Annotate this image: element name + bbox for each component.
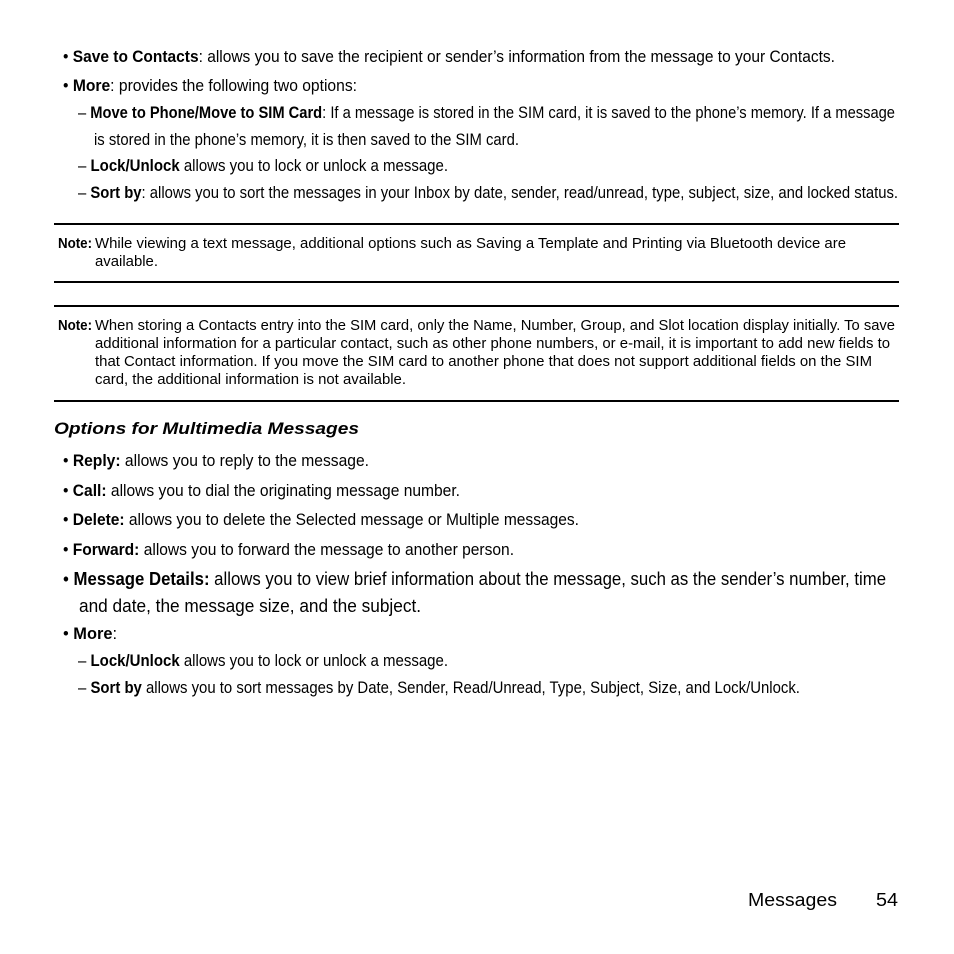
note-text-line: While viewing a text message, additional options such as Saving a Template and Printing via Bluetooth device are xyxy=(95,235,847,252)
desc-sort-by: : allows you to sort the messages in your Inbox by date, sender, read/unread, type, subject, size, and locked status. xyxy=(141,183,899,202)
list-item-message-details-cont xyxy=(79,595,436,617)
term-more: More xyxy=(72,76,111,95)
desc-lock-unlock: allows you to lock or unlock a message. xyxy=(179,156,449,175)
bullet: • xyxy=(63,451,69,470)
note-label: Note: xyxy=(58,235,93,252)
list-item-reply xyxy=(63,451,396,471)
list-item-message-details xyxy=(63,568,947,590)
desc-move-to-phone-cont: is stored in the phone’s memory, it is then saved to the SIM card. xyxy=(94,130,520,149)
dash: – xyxy=(78,678,87,697)
sub-item-sort-by xyxy=(78,678,901,698)
list-item-call xyxy=(63,481,496,501)
note-text-line: that Contact information. If you move the SIM card to another phone that does not support additional fields on the SIM xyxy=(95,353,872,370)
dash: – xyxy=(78,651,87,670)
bullet: • xyxy=(63,47,69,66)
page-number: 54 xyxy=(876,890,899,910)
dash: – xyxy=(78,183,87,202)
list-item-more xyxy=(63,76,383,96)
note-text-line: When storing a Contacts entry into the SIM card, only the Name, Number, Group, and Slot location display initially. To save xyxy=(95,317,896,334)
desc-delete: allows you to delete the Selected message or Multiple messages. xyxy=(124,510,579,529)
dash: – xyxy=(78,156,87,175)
section-heading: Options for Multimedia Messages xyxy=(54,419,359,438)
bullet: • xyxy=(63,510,69,529)
sub-item-move-to-phone-cont xyxy=(94,130,581,150)
desc-reply: allows you to reply to the message. xyxy=(120,451,370,470)
bullet: • xyxy=(63,624,69,643)
note-text-line: card, the additional information is not available. xyxy=(95,371,406,388)
note-bottom-rule xyxy=(54,400,899,402)
bullet: • xyxy=(63,76,69,95)
term-sort-by: Sort by xyxy=(90,183,142,202)
desc-message-details-cont: and date, the message size, and the subject. xyxy=(79,596,422,616)
term-save-to-contacts: Save to Contacts xyxy=(72,47,199,66)
list-item-forward xyxy=(63,540,556,560)
desc-save-to-contacts: : allows you to save the recipient or sender’s information from the message to your Contacts. xyxy=(198,47,835,66)
note-top-rule xyxy=(54,305,899,307)
desc-more: : provides the following two options: xyxy=(110,76,357,95)
desc-move-to-phone: : If a message is stored in the SIM card, it is saved to the phone’s memory. If a message xyxy=(322,103,895,122)
list-item-save-to-contacts xyxy=(63,47,909,67)
term-reply: Reply: xyxy=(72,451,121,470)
term-call: Call: xyxy=(72,481,107,500)
list-item-more xyxy=(63,624,119,644)
note-text-line: additional information for a particular contact, such as other phone numbers, or e-mail, it is important to add new fields to xyxy=(95,335,891,352)
sub-item-lock-unlock xyxy=(78,651,498,671)
note-bottom-rule xyxy=(54,281,899,283)
list-item-delete xyxy=(63,510,627,530)
footer-section-name: Messages xyxy=(748,890,837,910)
note-label: Note: xyxy=(58,317,93,334)
term-lock-unlock: Lock/Unlock xyxy=(90,156,180,175)
sub-item-lock-unlock xyxy=(78,156,498,176)
bullet: • xyxy=(63,481,69,500)
bullet: • xyxy=(63,540,69,559)
desc-lock-unlock: allows you to lock or unlock a message. xyxy=(179,651,449,670)
term-lock-unlock: Lock/Unlock xyxy=(90,651,180,670)
note-top-rule xyxy=(54,223,899,225)
dash: – xyxy=(78,103,87,122)
note-text-line: available. xyxy=(95,253,158,270)
term-message-details: Message Details: xyxy=(73,569,210,589)
desc-sort-by: allows you to sort messages by Date, Sender, Read/Unread, Type, Subject, Size, and Lock/Unlock. xyxy=(141,678,800,697)
bullet: • xyxy=(63,569,69,589)
desc-more: : xyxy=(112,624,118,643)
desc-message-details: allows you to view brief information about the message, such as the sender’s number, time xyxy=(209,569,887,589)
term-forward: Forward: xyxy=(72,540,140,559)
sub-item-move-to-phone xyxy=(78,103,954,123)
term-move-to-phone: Move to Phone/Move to SIM Card xyxy=(90,103,323,122)
term-more: More xyxy=(73,624,113,643)
term-delete: Delete: xyxy=(72,510,125,529)
term-sort-by: Sort by xyxy=(90,678,142,697)
desc-forward: allows you to forward the message to another person. xyxy=(139,540,515,559)
desc-call: allows you to dial the originating message number. xyxy=(106,481,461,500)
sub-item-sort-by xyxy=(78,183,954,203)
